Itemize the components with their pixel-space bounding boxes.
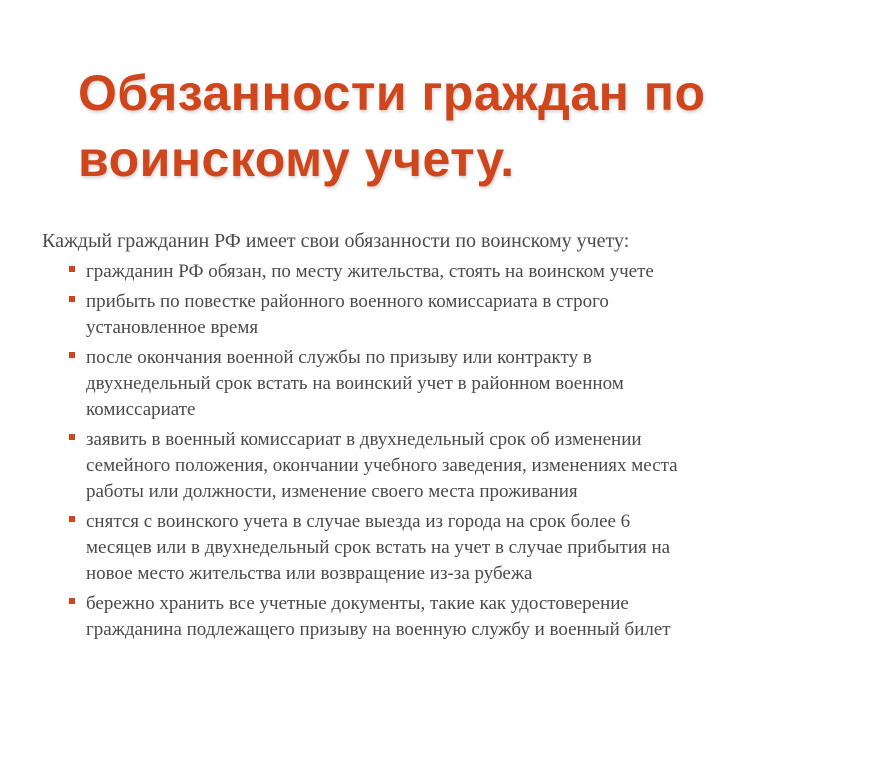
duty-text-line: двухнедельный срок встать на воинский учет в районном военном: [86, 373, 624, 394]
title-line: воинскому учету.: [78, 131, 515, 187]
duty-list-item: [66, 591, 886, 643]
duty-text-line: установленное время: [86, 317, 259, 338]
slide-title: [78, 60, 878, 192]
duty-list-item: [66, 427, 886, 505]
duty-list-item: [66, 345, 886, 423]
duty-text-line: бережно хранить все учетные документы, такие как удостоверение: [86, 593, 629, 614]
duty-text-line: месяцев или в двухнедельный срок встать на учет в случае прибытия на: [86, 537, 671, 558]
duty-text-line: прибыть по повестке районного военного комиссариата в строго: [86, 291, 609, 312]
duties-list: [66, 259, 886, 647]
duty-text-line: после окончания военной службы по призыву или контракту в: [86, 347, 592, 368]
duty-list-item: [66, 289, 886, 341]
bullet-square-icon: [69, 296, 75, 302]
duty-text-line: новое место жительства или возвращение из-за рубежа: [86, 563, 533, 584]
duty-list-item: [66, 259, 886, 285]
bullet-square-icon: [69, 598, 75, 604]
duty-text-line: гражданина подлежащего призыву на военную службу и военный билет: [86, 619, 671, 640]
duty-text-line: заявить в военный комиссариат в двухнедельный срок об изменении: [86, 429, 642, 450]
duty-text-line: гражданин РФ обязан, по месту жительства, стоять на воинском учете: [86, 261, 654, 282]
duty-list-item: [66, 509, 886, 587]
bullet-square-icon: [69, 516, 75, 522]
duty-text-line: работы или должности, изменение своего места проживания: [86, 481, 578, 502]
bullet-square-icon: [69, 352, 75, 358]
title-line: Обязанности граждан по: [78, 65, 706, 121]
bullet-square-icon: [69, 434, 75, 440]
bullet-square-icon: [69, 266, 75, 272]
duty-text-line: семейного положения, окончании учебного заведения, изменениях места: [86, 455, 678, 476]
intro-text: Каждый гражданин РФ имеет свои обязанности по воинскому учету:: [42, 230, 630, 252]
duty-text-line: комиссариате: [86, 399, 196, 420]
duty-text-line: снятся с воинского учета в случае выезда из города на срок более 6: [86, 511, 631, 532]
